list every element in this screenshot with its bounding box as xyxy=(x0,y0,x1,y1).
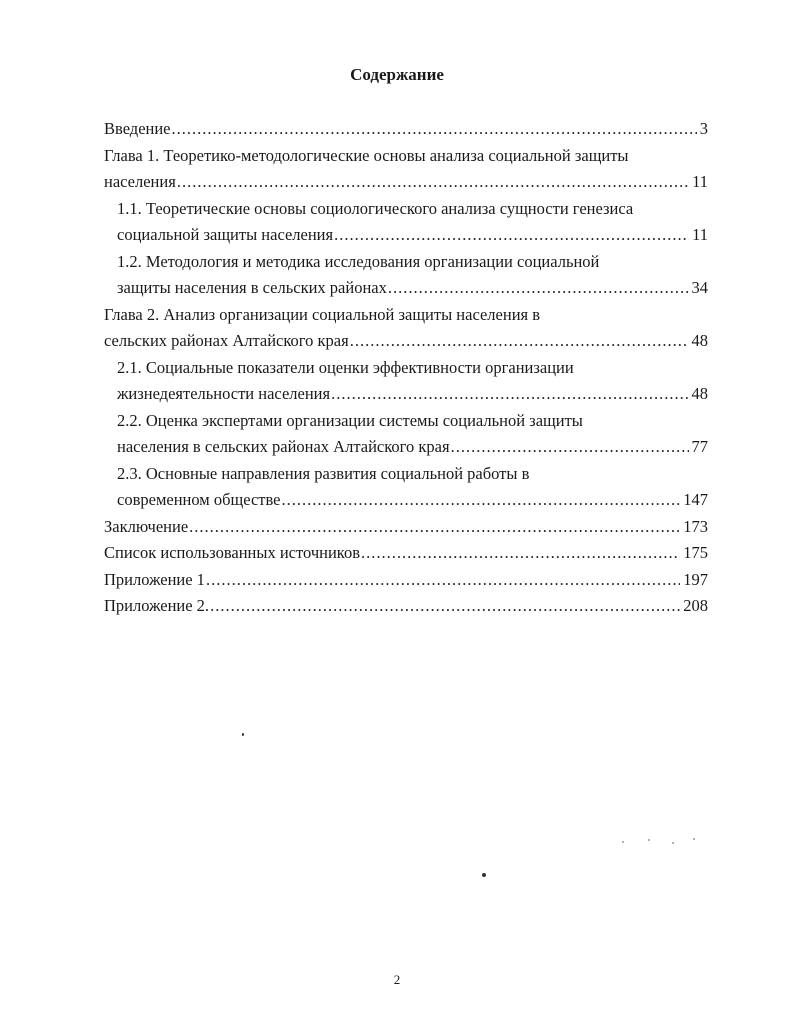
toc-entry-text: защиты населения в сельских районах xyxy=(117,278,387,297)
dot-leader xyxy=(177,169,689,196)
scan-speck xyxy=(482,873,486,877)
dot-leader xyxy=(189,514,680,541)
toc-entry xyxy=(104,355,708,408)
scan-speck xyxy=(242,733,244,736)
table-of-contents xyxy=(104,116,708,620)
toc-entry-text: 2.2. Оценка экспертами организации системы социальной защиты xyxy=(117,410,583,430)
toc-entry xyxy=(104,593,708,620)
scan-speck xyxy=(648,839,650,841)
toc-entry-text: Список использованных источников xyxy=(104,543,360,562)
toc-entry xyxy=(104,302,708,355)
toc-entry-text: 2.3. Основные направления развития социальной работы в xyxy=(117,463,530,483)
toc-entry-text: жизнедеятельности населения xyxy=(117,384,331,403)
dot-leader xyxy=(172,116,697,143)
toc-entry-text: Заключение xyxy=(104,516,189,536)
page-number: 2 xyxy=(393,972,401,987)
toc-entry xyxy=(104,540,708,567)
toc-entry xyxy=(104,461,708,514)
toc-page-number: 34 xyxy=(691,278,708,297)
dot-leader xyxy=(451,434,689,461)
toc-entry-text: современном обществе xyxy=(117,490,281,509)
page-title: Содержание xyxy=(350,65,444,84)
dot-leader xyxy=(350,328,689,355)
scan-speck xyxy=(622,841,624,843)
toc-entry xyxy=(104,116,708,143)
toc-page-number: 48 xyxy=(691,384,708,403)
toc-entry-text: Приложение 1 xyxy=(104,569,205,589)
toc-entry-text: Глава 1. Теоретико-методологические основы анализа социальной защиты xyxy=(104,145,629,165)
toc-entry-text: Введение xyxy=(104,119,171,138)
toc-page-number: 11 xyxy=(692,225,708,244)
toc-page-number: 173 xyxy=(683,516,708,536)
toc-page-number: 77 xyxy=(691,437,708,456)
dot-leader xyxy=(361,540,680,567)
toc-page-number: 197 xyxy=(683,569,708,589)
dot-leader xyxy=(388,275,689,302)
toc-page-number: 208 xyxy=(683,596,708,615)
toc-entry-text: 1.2. Методология и методика исследования организации социальной xyxy=(117,251,600,271)
toc-page-number: 175 xyxy=(683,543,708,562)
toc-page-number: 3 xyxy=(699,119,708,138)
toc-entry xyxy=(104,143,708,196)
dot-leader xyxy=(210,593,680,620)
toc-page-number: 48 xyxy=(691,331,708,350)
toc-entry-text: 1.1. Теоретические основы социологического анализа сущности генезиса xyxy=(117,198,634,218)
toc-entry-text: населения xyxy=(104,172,176,191)
scan-speck xyxy=(672,842,674,844)
toc-entry xyxy=(104,196,708,249)
dot-leader xyxy=(334,222,689,249)
toc-entry-text: 2.1. Социальные показатели оценки эффективности организации xyxy=(117,357,574,377)
toc-entry-text: населения в сельских районах Алтайского края xyxy=(117,437,450,456)
dot-leader xyxy=(206,567,680,594)
toc-entry xyxy=(104,567,708,594)
dot-leader xyxy=(331,381,688,408)
dot-leader xyxy=(282,487,681,514)
toc-entry xyxy=(104,249,708,302)
toc-entry-text: Приложение 2. xyxy=(104,596,210,615)
toc-page-number: 11 xyxy=(692,172,708,191)
toc-entry-text: социальной защиты населения xyxy=(117,225,334,244)
toc-entry-text: Глава 2. Анализ организации социальной защиты населения в xyxy=(104,304,541,324)
scan-speck xyxy=(693,838,695,840)
toc-entry-text: сельских районах Алтайского края xyxy=(104,331,349,350)
toc-entry xyxy=(104,408,708,461)
toc-entry xyxy=(104,514,708,541)
toc-page-number: 147 xyxy=(683,490,708,509)
